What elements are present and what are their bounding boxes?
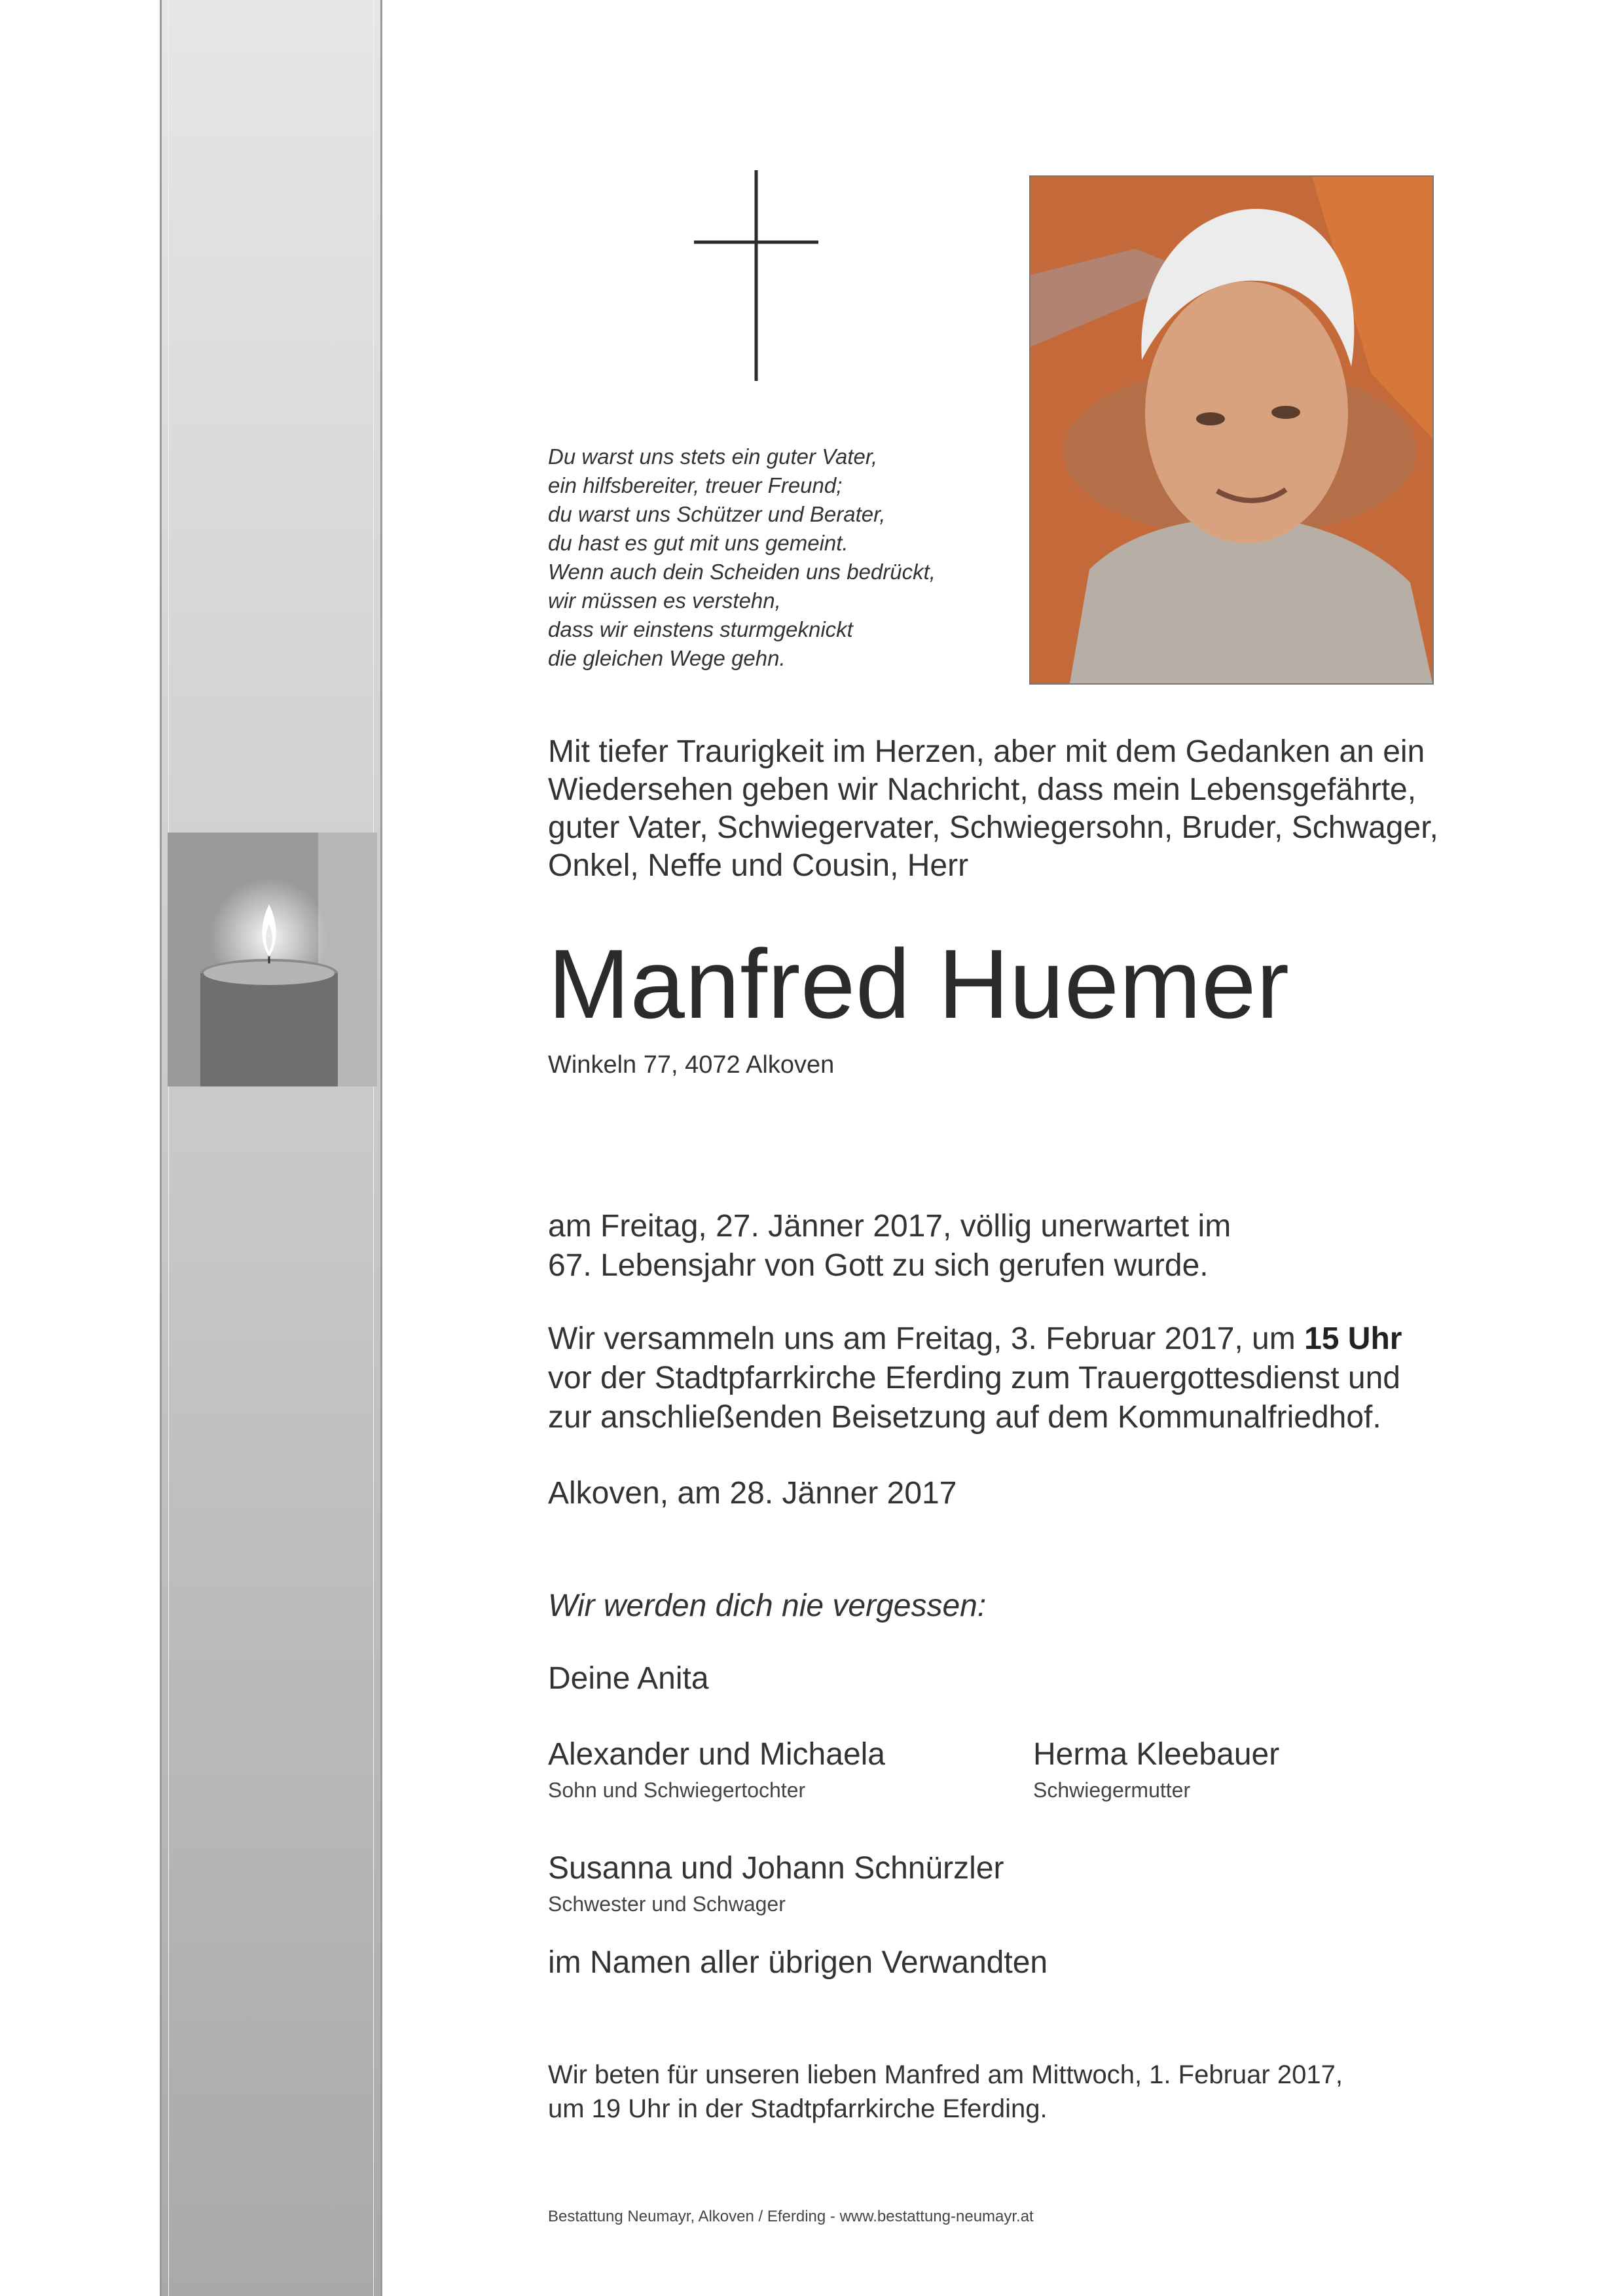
poem-line: Wenn auch dein Scheiden uns bedrückt, [548,560,936,584]
sidebar-inner-line [168,0,374,2296]
poem-line: wir müssen es verstehn, [548,588,781,613]
poem [548,442,1046,673]
portrait-photo [1029,175,1434,685]
cross-icon [694,170,818,381]
portrait-icon [1030,177,1432,683]
death-notice [548,1207,1231,1285]
candle-icon [168,833,377,1086]
poem-line: du warst uns Schützer und Berater, [548,502,886,526]
poem-line: ein hilfsbereiter, treuer Freund; [548,473,843,497]
prayer-notice [548,2058,1343,2126]
intro-line: guter Vater, Schwiegervater, Schwiegersohn, Bruder, Schwager, [548,810,1438,845]
service-text: Wir versammeln uns am Freitag, 3. Februar 2017, um [548,1321,1305,1356]
mourners-heading: Wir werden dich nie vergessen: [548,1588,987,1623]
intro-line: Mit tiefer Traurigkeit im Herzen, aber mit dem Gedanken an ein [548,734,1425,769]
poem-line: du hast es gut mit uns gemeint. [548,531,848,555]
poem-line: dass wir einstens sturmgeknickt [548,617,853,641]
intro-line: Onkel, Neffe und Cousin, Herr [548,848,969,883]
mourner-others: im Namen aller übrigen Verwandten [548,1945,1048,1980]
deceased-name: Manfred Huemer [548,929,1290,1039]
poem-line: die gleichen Wege gehn. [548,646,786,670]
prayer-line: um 19 Uhr in der Stadtpfarrkirche Eferding. [548,2094,1048,2123]
place-date: Alkoven, am 28. Jänner 2017 [548,1476,957,1511]
decorative-sidebar [160,0,382,2296]
death-line: 67. Lebensjahr von Gott zu sich gerufen wurde. [548,1248,1209,1283]
service-line-3: zur anschließenden Beisetzung auf dem Kommunalfriedhof. [548,1400,1381,1435]
candle-image [168,833,377,1086]
announcement-intro [548,733,1491,885]
mourner-alexander-relation: Sohn und Schwiegertochter [548,1778,806,1802]
mourner-susanna-name: Susanna und Johann Schnürzler [548,1851,1004,1886]
mourner-alexander-name: Alexander und Michaela [548,1737,885,1772]
mourner-anita: Deine Anita [548,1661,709,1696]
service-time: 15 Uhr [1304,1321,1402,1356]
service-line-2: vor der Stadtpfarrkirche Eferding zum Trauergottesdienst und [548,1361,1400,1395]
footer: Bestattung Neumayr, Alkoven / Eferding - www.bestattung-neumayr.at [548,2208,1034,2225]
death-line: am Freitag, 27. Jänner 2017, völlig unerwartet im [548,1209,1231,1244]
prayer-line: Wir beten für unseren lieben Manfred am Mittwoch, 1. Februar 2017, [548,2060,1343,2089]
mourner-herma-relation: Schwiegermutter [1033,1778,1191,1802]
service-line-1 [548,1319,1402,1359]
mourner-herma-name: Herma Kleebauer [1033,1737,1280,1772]
mourner-susanna-relation: Schwester und Schwager [548,1892,786,1916]
deceased-address: Winkeln 77, 4072 Alkoven [548,1051,835,1079]
funeral-service [548,1319,1402,1437]
poem-line: Du warst uns stets ein guter Vater, [548,444,878,469]
intro-line: Wiedersehen geben wir Nachricht, dass mein Lebensgefährte, [548,772,1417,807]
